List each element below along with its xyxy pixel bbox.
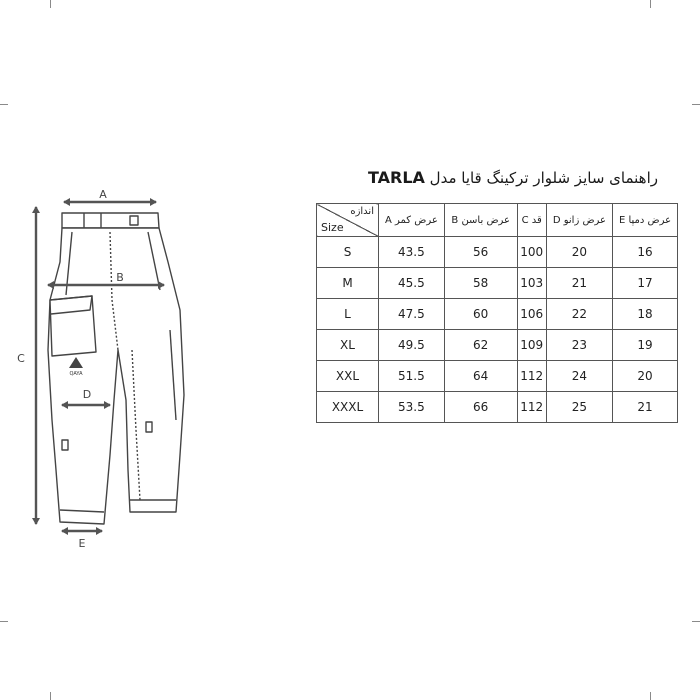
column-header-e: E عرض دمپا (613, 204, 678, 237)
label-b: B (116, 271, 124, 284)
table-row (317, 268, 678, 299)
value-cell: 64 (444, 361, 517, 392)
value-cell: 20 (546, 237, 612, 268)
value-cell: 49.5 (379, 330, 445, 361)
value-cell: 109 (517, 330, 546, 361)
column-header-c: C قد (517, 204, 546, 237)
value-cell: 53.5 (379, 392, 445, 423)
column-header-a: A عرض کمر (379, 204, 445, 237)
size-guide-title (318, 168, 658, 187)
value-cell: 112 (517, 361, 546, 392)
corner-label-en: Size (321, 221, 344, 234)
value-cell: 103 (517, 268, 546, 299)
title-text: راهنمای سایز شلوار ترکینگ قایا مدل (429, 169, 658, 187)
size-cell: XXL (317, 361, 379, 392)
pants-outline (48, 213, 184, 524)
value-cell: 58 (444, 268, 517, 299)
value-cell: 45.5 (379, 268, 445, 299)
value-cell: 112 (517, 392, 546, 423)
value-cell: 47.5 (379, 299, 445, 330)
value-cell: 106 (517, 299, 546, 330)
table-row (317, 299, 678, 330)
table-header-row (317, 204, 678, 237)
value-cell: 19 (613, 330, 678, 361)
size-chart-table (316, 203, 678, 423)
value-cell: 18 (613, 299, 678, 330)
value-cell: 100 (517, 237, 546, 268)
table-row (317, 392, 678, 423)
size-cell: M (317, 268, 379, 299)
table-row (317, 361, 678, 392)
size-cell: XXXL (317, 392, 379, 423)
column-header-d: D عرض زانو (546, 204, 612, 237)
value-cell: 21 (546, 268, 612, 299)
label-d: D (82, 388, 92, 401)
value-cell: 22 (546, 299, 612, 330)
value-cell: 51.5 (379, 361, 445, 392)
value-cell: 56 (444, 237, 517, 268)
corner-label-fa: اندازه (350, 206, 374, 217)
value-cell: 23 (546, 330, 612, 361)
label-a: A (99, 188, 107, 201)
value-cell: 43.5 (379, 237, 445, 268)
value-cell: 20 (613, 361, 678, 392)
value-cell: 16 (613, 237, 678, 268)
value-cell: 62 (444, 330, 517, 361)
value-cell: 17 (613, 268, 678, 299)
label-e: E (78, 537, 86, 550)
size-corner-cell (317, 204, 379, 237)
value-cell: 66 (444, 392, 517, 423)
size-cell: XL (317, 330, 379, 361)
value-cell: 21 (613, 392, 678, 423)
table-row (317, 330, 678, 361)
size-cell: S (317, 237, 379, 268)
value-cell: 60 (444, 299, 517, 330)
value-cell: 25 (546, 392, 612, 423)
table-row (317, 237, 678, 268)
column-header-b: B عرض باسن (444, 204, 517, 237)
model-name: TARLA (367, 168, 425, 187)
size-cell: L (317, 299, 379, 330)
svg-text:QAYA: QAYA (69, 371, 83, 377)
value-cell: 24 (546, 361, 612, 392)
label-c: C (17, 352, 25, 365)
